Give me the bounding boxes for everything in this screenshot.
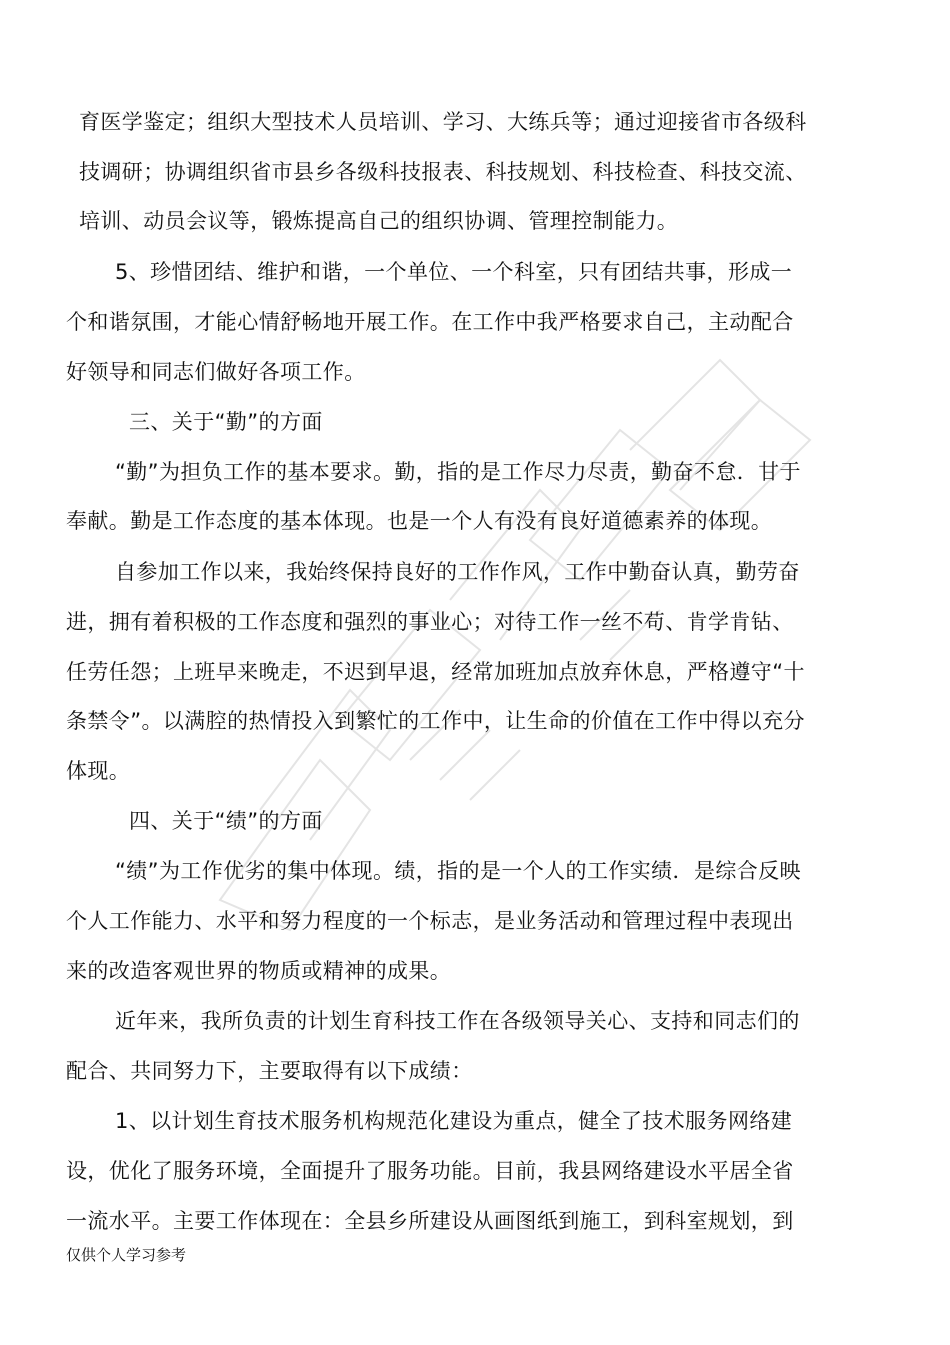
paragraph-line: 技调研；协调组织省市县乡各级科技报表、科技规划、科技检查、科技交流、 [79, 160, 807, 184]
paragraph-line: 个人工作能力、水平和努力程度的一个标志，是业务活动和管理过程中表现出 [66, 909, 794, 933]
paragraph-line: 来的改造客观世界的物质或精神的成果。 [66, 959, 452, 983]
paragraph-line: 1、以计划生育技术服务机构规范化建设为重点，健全了技术服务网络建 [115, 1109, 793, 1133]
paragraph-line: 一流水平。主要工作体现在：全县乡所建设从画图纸到施工，到科室规划，到 [66, 1209, 794, 1233]
paragraph-line: 体现。 [66, 759, 131, 783]
paragraph-line: 进，拥有着积极的工作态度和强烈的事业心；对待工作一丝不苟、肯学肯钻、 [66, 610, 794, 634]
paragraph-line: 设，优化了服务环境，全面提升了服务功能。目前，我县网络建设水平居全省 [66, 1159, 794, 1183]
paragraph-line: 5、珍惜团结、维护和谐，一个单位、一个科室，只有团结共事，形成一 [115, 260, 793, 284]
paragraph-line: 奉献。勤是工作态度的基本体现。也是一个人有没有良好道德素养的体现。 [66, 509, 773, 533]
paragraph-line: 自参加工作以来，我始终保持良好的工作作风，工作中勤奋认真，勤劳奋 [115, 560, 800, 584]
section-heading: 四、关于“绩”的方面 [129, 809, 323, 833]
paragraph-line: 近年来，我所负责的计划生育科技工作在各级领导关心、支持和同志们的 [115, 1009, 800, 1033]
paragraph-line: 个和谐氛围，才能心情舒畅地开展工作。在工作中我严格要求自己，主动配合 [66, 310, 794, 334]
paragraph-line: 条禁令”。以满腔的热情投入到繁忙的工作中，让生命的价值在工作中得以充分 [66, 709, 805, 733]
paragraph-line: 培训、动员会议等，锻炼提高自己的组织协调、管理控制能力。 [79, 209, 679, 233]
footer-note: 仅供个人学习参考 [66, 1246, 187, 1264]
paragraph-line: “勤”为担负工作的基本要求。勤，指的是工作尽力尽责，勤奋不怠．甘于 [115, 460, 801, 484]
paragraph-line: “绩”为工作优劣的集中体现。绩，指的是一个人的工作实绩．是综合反映 [115, 859, 801, 883]
paragraph-line: 好领导和同志们做好各项工作。 [66, 360, 366, 384]
paragraph-line: 育医学鉴定；组织大型技术人员培训、学习、大练兵等；通过迎接省市各级科 [79, 110, 807, 134]
paragraph-line: 任劳任怨；上班早来晚走，不迟到早退，经常加班加点放弃休息，严格遵守“十 [66, 660, 805, 684]
paragraph-line: 配合、共同努力下，主要取得有以下成绩： [66, 1059, 473, 1083]
section-heading: 三、关于“勤”的方面 [129, 410, 323, 434]
